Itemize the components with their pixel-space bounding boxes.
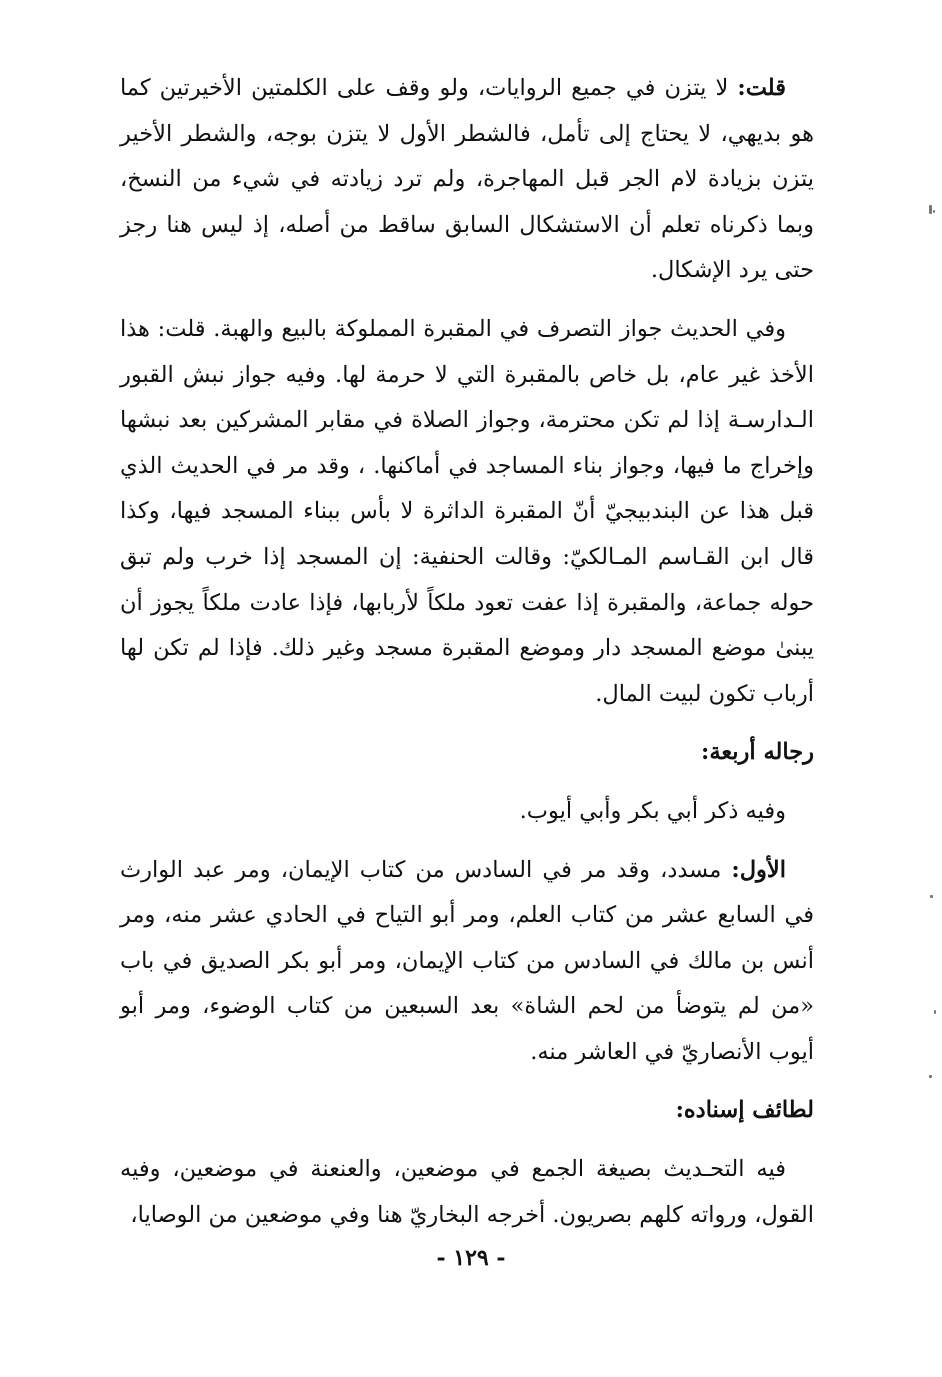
paragraph-lead: قلت: [737, 75, 786, 101]
section-heading-narrators: رجاله أربعة: [701, 739, 814, 766]
scan-speck [929, 1075, 932, 1078]
page-body [120, 66, 814, 1238]
paragraph-qultu [120, 66, 814, 294]
paragraph-hadith-rulings [120, 307, 814, 717]
paragraph-text: فيه التحـديث بصيغة الجمع في موضعين، والعنعنة في موضعين، وفيه القول، ورواته كلهم بصريون. أخرجه البخاريّ هنا وفي موضعين من الوصايا، [120, 1156, 814, 1228]
paragraph-lead: الأول: [731, 856, 786, 883]
section-heading-isnad: لطائف إسناده: [675, 1097, 814, 1124]
paragraph-text: لا يتزن في جميع الروايات، ولو وقف على الكلمتين الأخيرتين كما هو بديهي، لا يحتاج إلى تأمل، فالشطر الأول لا يتزن بوجه، والشطر الأخير يتزن بزيادة لام الجر قبل المهاجرة، ولم ترد زيادته في شيء من النسخ، وبما ذكرناه تعلم أن الاستشكال السابق ساقط من أصله، إذ ليس هنا رجز حتى يرد الإشكال. [120, 75, 814, 284]
scan-speck [930, 895, 933, 898]
paragraph-text: وفيه ذكر أبي بكر وأبي أيوب. [519, 797, 786, 824]
paragraph-mention [120, 789, 814, 835]
scan-speck [934, 1010, 936, 1014]
scan-speck [929, 205, 932, 214]
paragraph-first-narrator [120, 848, 814, 1076]
paragraph-text: مسدد، وقد مر في السادس من كتاب الإيمان، ومر عبد الوارث في السابع عشر من كتاب العلم، ومر أبو التياح في الحادي عشر منه، ومر أنس بن مالك في السادس من كتاب الإيمان، ومر أبو بكر الصديق في باب «من لم يتوضأ من لحم الشاة» بعد السبعين من كتاب الوضوء، ومر أبو أيوب الأنصاريّ في العاشر منه. [120, 856, 814, 1065]
page-number: - ١٢٩ - [436, 1245, 506, 1271]
scan-speck [933, 210, 935, 213]
paragraph-text: وفي الحديث جواز التصرف في المقبرة المملوكة بالبيع والهبة. قلت: هذا الأخذ غير عام، بل خاص بالمقبرة التي لا حرمة لها. وفيه جواز نبش القبور الـدارسـة إذا لم تكن محترمة، وجواز الصلاة في مقابر المشركين بعد نبشها وإخراج ما فيها، وجواز بناء المساجد في أماكنها. ، وقد مر في الحديث الذي قبل هذا عن البندبيجيّ أنّ المقبرة الداثرة لا بأس ببناء المسجد فيها، وكذا قال ابن القـاسم المـالكيّ: وقالت الحنفية: إن المسجد إذا خرب ولم تبق حوله جماعة، والمقبرة إذا عفت تعود ملكاً لأربابها، فإذا عادت ملكاً يجوز أن يبنىٰ موضع المسجد دار وموضع المقبرة مسجد وغير ذلك. فإذا لم تكن لها أرباب تكون لبيت المال. [120, 315, 814, 707]
paragraph-isnad-details [120, 1147, 814, 1238]
